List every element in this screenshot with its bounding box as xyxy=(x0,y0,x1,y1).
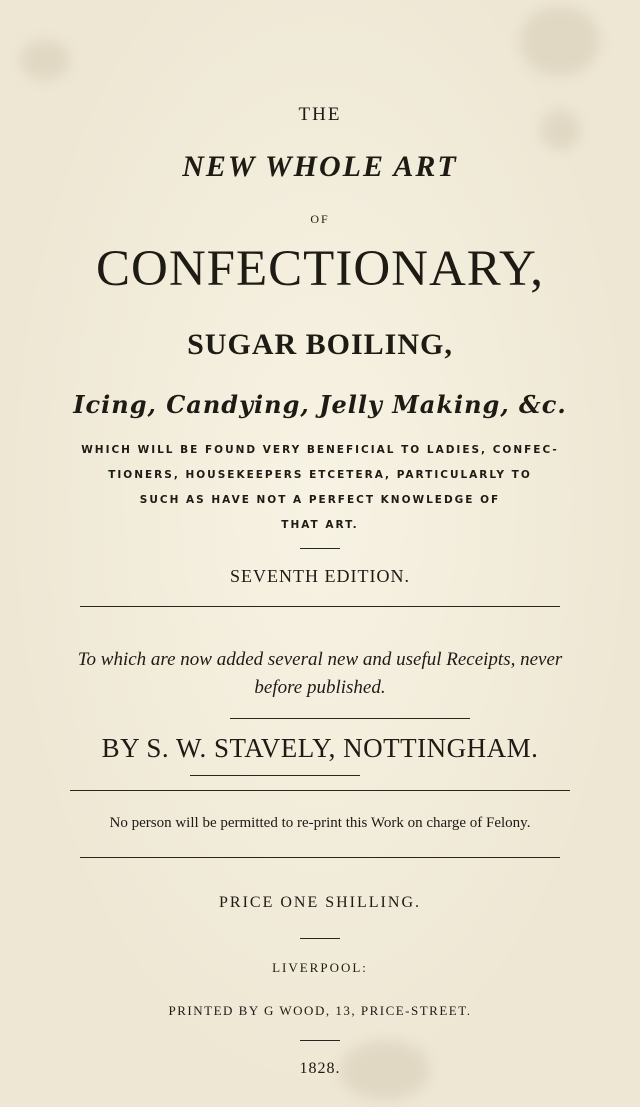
divider-rule xyxy=(190,775,360,776)
added-receipts-text xyxy=(60,646,580,702)
divider-rule xyxy=(80,606,560,607)
description-block xyxy=(40,438,600,538)
edition-line: SEVENTH EDITION. xyxy=(230,566,410,586)
title-word-of: OF xyxy=(310,212,330,226)
subtitle-sugar-boiling: SUGAR BOILING, xyxy=(187,328,453,361)
title-word-the: THE xyxy=(298,104,342,125)
divider-rule xyxy=(230,718,470,719)
imprint-printer: PRINTED BY G WOOD, 13, PRICE-STREET. xyxy=(168,1003,472,1018)
paper-stain xyxy=(520,6,600,76)
price-line: PRICE ONE SHILLING. xyxy=(219,894,421,911)
divider-short xyxy=(300,548,340,549)
subtitle-blackletter: Icing, Candying, Jelly Making, &c. xyxy=(73,390,567,419)
added-line: To which are now added several new and useful Receipts, never xyxy=(77,649,563,670)
copyright-notice: No person will be permitted to re-print this Work on charge of Felony. xyxy=(109,815,531,831)
main-title: CONFECTIONARY, xyxy=(95,241,545,297)
imprint-city: LIVERPOOL: xyxy=(272,960,368,975)
imprint-year: 1828. xyxy=(299,1060,341,1077)
divider-short xyxy=(300,938,340,939)
author-line: BY S. W. STAVELY, NOTTINGHAM. xyxy=(101,733,539,763)
description-line: TIONERS, HOUSEKEEPERS ETCETERA, PARTICULARLY TO xyxy=(108,469,532,481)
paper-stain xyxy=(20,40,70,80)
added-line: before published. xyxy=(254,677,386,698)
divider-rule xyxy=(70,790,570,791)
title-new-whole-art: NEW WHOLE ART xyxy=(182,150,458,183)
divider-short xyxy=(300,1040,340,1041)
description-line: SUCH AS HAVE NOT A PERFECT KNOWLEDGE OF xyxy=(139,494,501,506)
description-line: WHICH WILL BE FOUND VERY BENEFICIAL TO LADIES, CONFEC- xyxy=(81,444,559,456)
divider-rule xyxy=(80,857,560,858)
description-line: THAT ART. xyxy=(281,519,359,531)
